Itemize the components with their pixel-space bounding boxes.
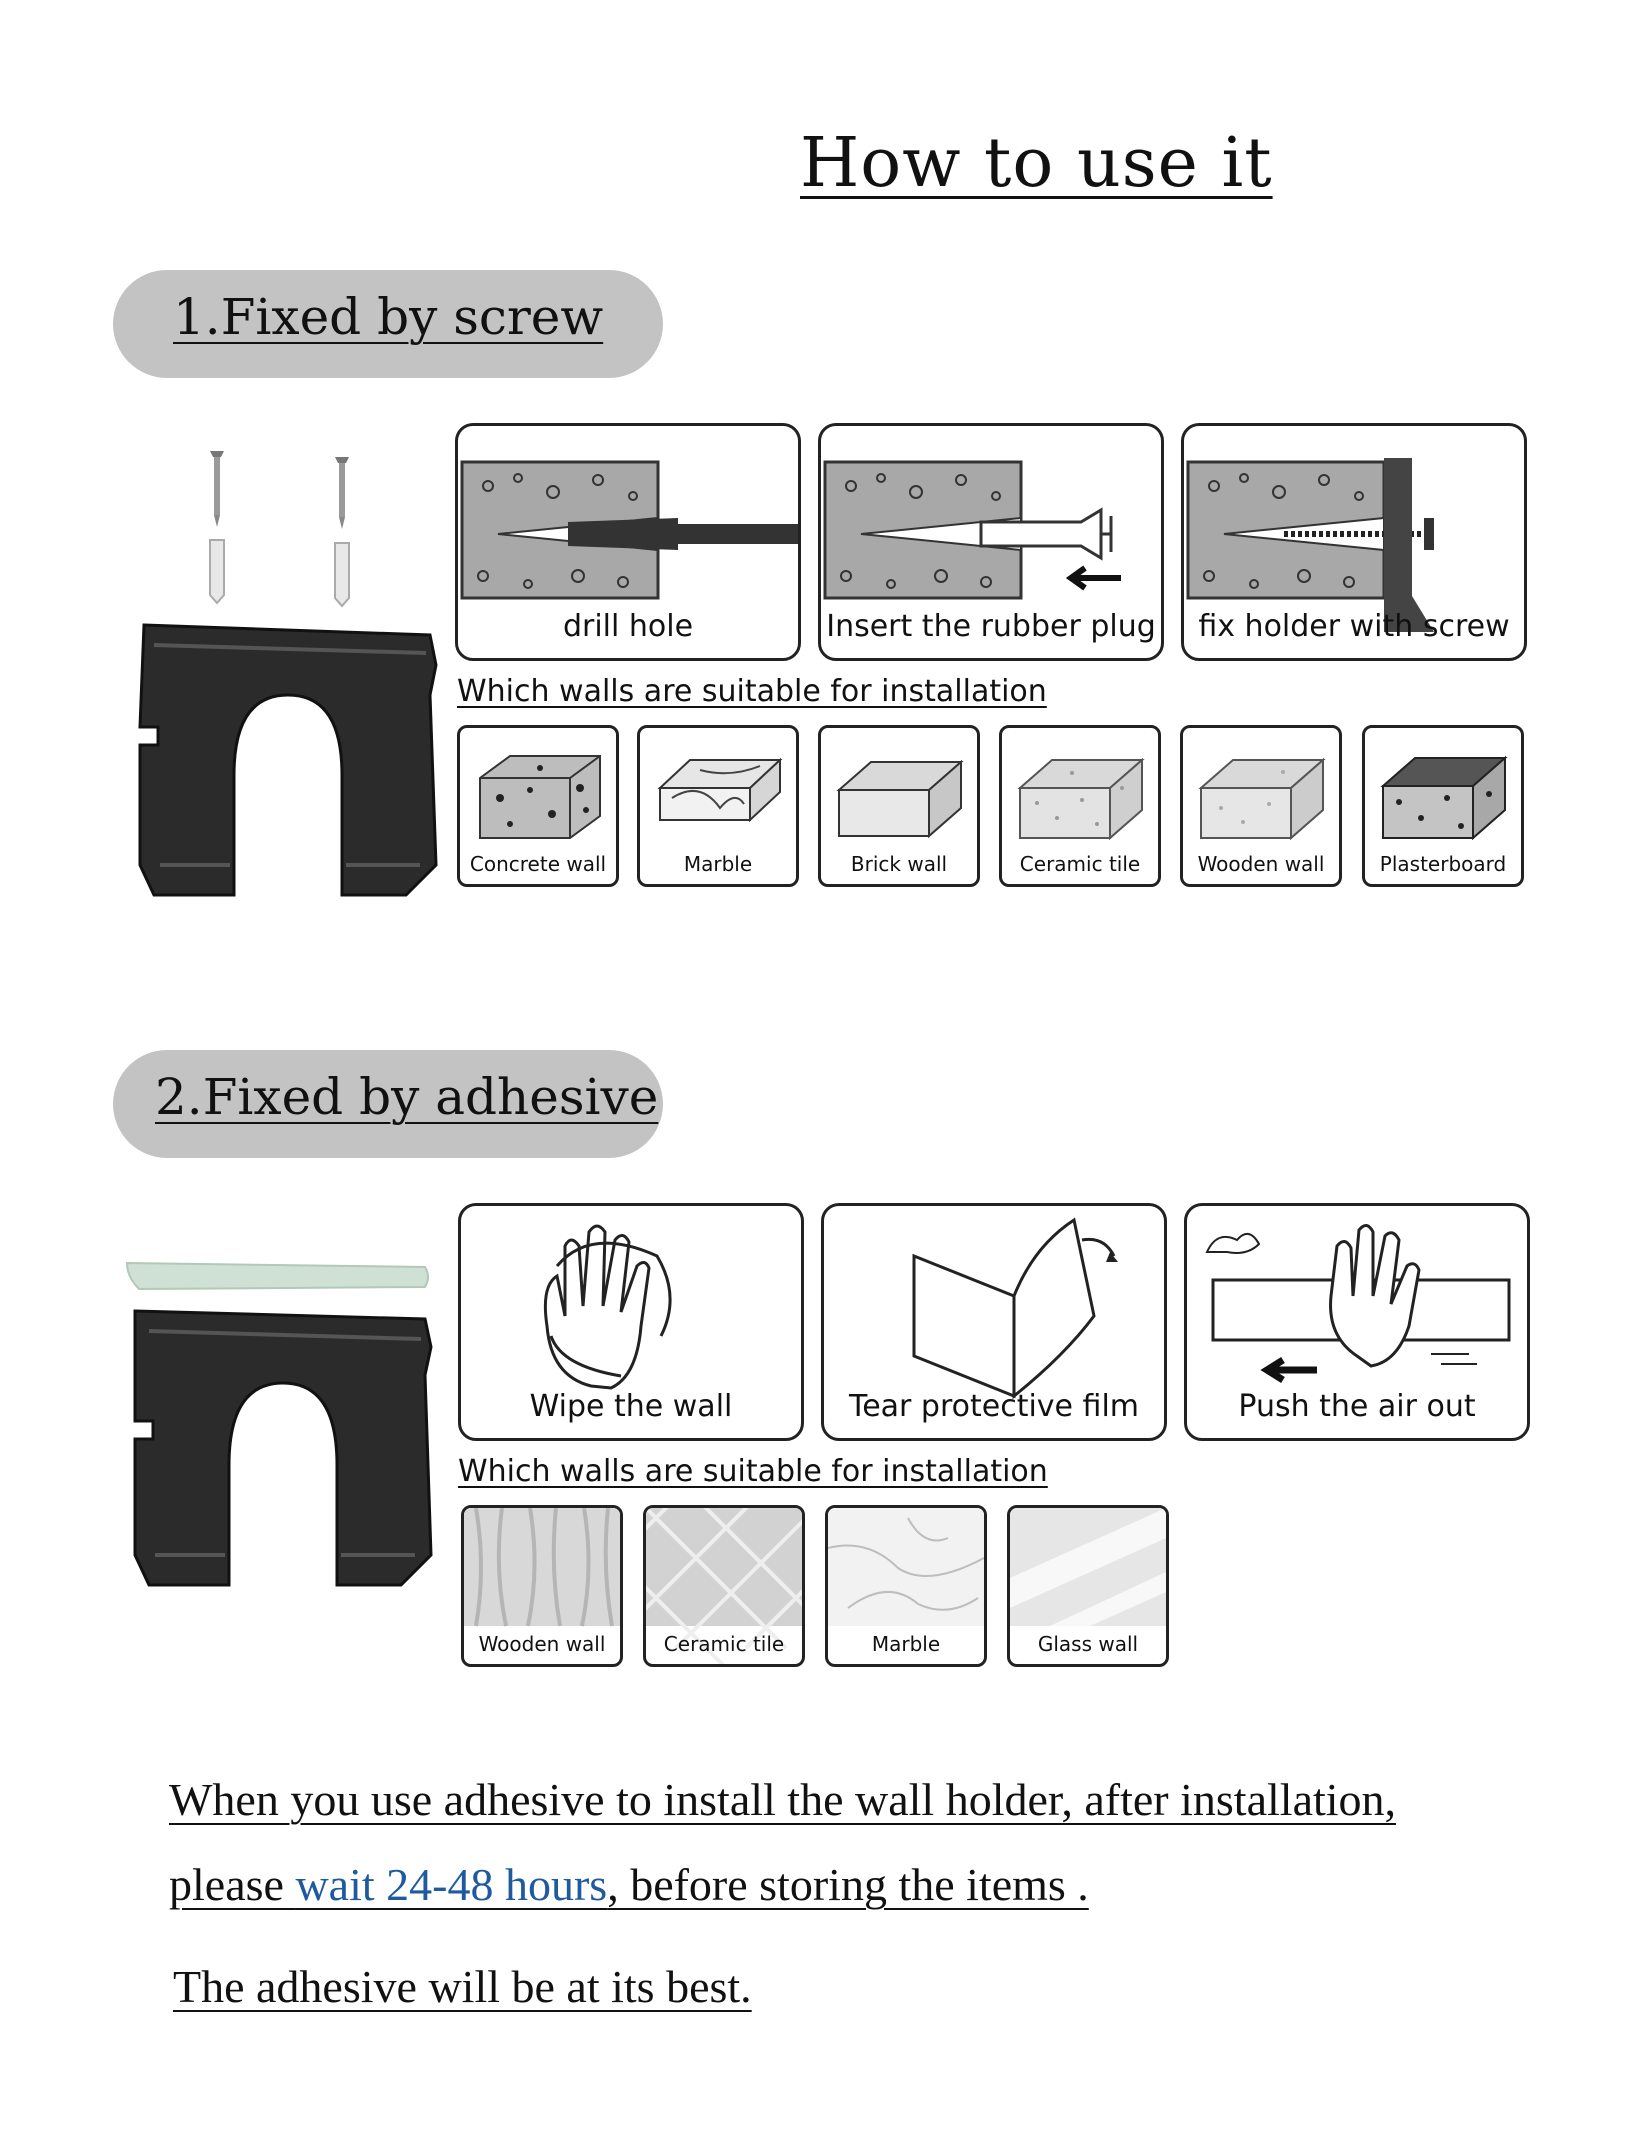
wait-time-highlight: wait 24-48 hours (295, 1859, 608, 1910)
step-caption: Tear protective film (848, 1389, 1140, 1424)
wall-plasterboard (1362, 725, 1524, 887)
wall-caption: Wooden wall (478, 1632, 606, 1656)
step-drill-hole (455, 423, 801, 661)
wall-marble-texture (825, 1505, 987, 1667)
wall-concrete (457, 725, 619, 887)
wall-holder-icon (140, 625, 436, 895)
step-caption: Insert the rubber plug (826, 609, 1156, 644)
wall-caption: Marble (683, 852, 753, 876)
page-title: How to use it (800, 124, 1273, 203)
step-wipe-the-wall (458, 1203, 804, 1441)
screw-kit-illustration (130, 445, 450, 905)
note-text: , before storing the items . (607, 1859, 1089, 1910)
adhesive-note-line-2 (169, 1858, 1089, 1911)
wall-caption: Marble (871, 1632, 941, 1656)
wall-wooden-texture (461, 1505, 623, 1667)
wall-caption: Wooden wall (1197, 852, 1325, 876)
wall-caption: Plasterboard (1379, 852, 1507, 876)
step-caption: Wipe the wall (529, 1389, 733, 1424)
step-tear-protective-film (821, 1203, 1167, 1441)
section-2-walls-heading: Which walls are suitable for installation (458, 1454, 1048, 1489)
step-caption: fix holder with screw (1198, 609, 1510, 644)
wall-ceramic-tile (999, 725, 1161, 887)
section-1-heading-pill (113, 270, 663, 378)
step-push-the-air-out (1184, 1203, 1530, 1441)
section-2-heading-pill (113, 1050, 663, 1158)
wall-brick (818, 725, 980, 887)
section-1-heading: 1.Fixed by screw (173, 288, 604, 346)
adhesive-pad-icon (127, 1263, 428, 1289)
wall-caption: Concrete wall (469, 852, 607, 876)
step-insert-rubber-plug (818, 423, 1164, 661)
wall-holder-icon (135, 1311, 431, 1585)
wall-ceramic-tile-texture (643, 1505, 805, 1667)
step-caption: drill hole (562, 609, 694, 644)
wall-wooden (1180, 725, 1342, 887)
wall-marble (637, 725, 799, 887)
adhesive-note-line-3: The adhesive will be at its best. (173, 1961, 752, 2012)
rubber-plug-icon (210, 540, 349, 606)
section-1-walls-heading: Which walls are suitable for installation (457, 674, 1047, 709)
wall-caption: Brick wall (850, 852, 948, 876)
wall-caption: Ceramic tile (1019, 852, 1141, 876)
adhesive-note-line-1: When you use adhesive to install the wall holder, after installation, (169, 1774, 1397, 1825)
wall-glass-texture (1007, 1505, 1169, 1667)
wall-caption: Ceramic tile (663, 1632, 785, 1656)
screw-icon (210, 451, 349, 529)
wall-caption: Glass wall (1037, 1632, 1139, 1656)
step-caption: Push the air out (1238, 1389, 1476, 1424)
note-text: please (169, 1859, 296, 1910)
adhesive-kit-illustration (125, 1255, 445, 1595)
section-2-heading: 2.Fixed by adhesive (155, 1068, 659, 1126)
step-fix-holder-with-screw (1181, 423, 1527, 661)
